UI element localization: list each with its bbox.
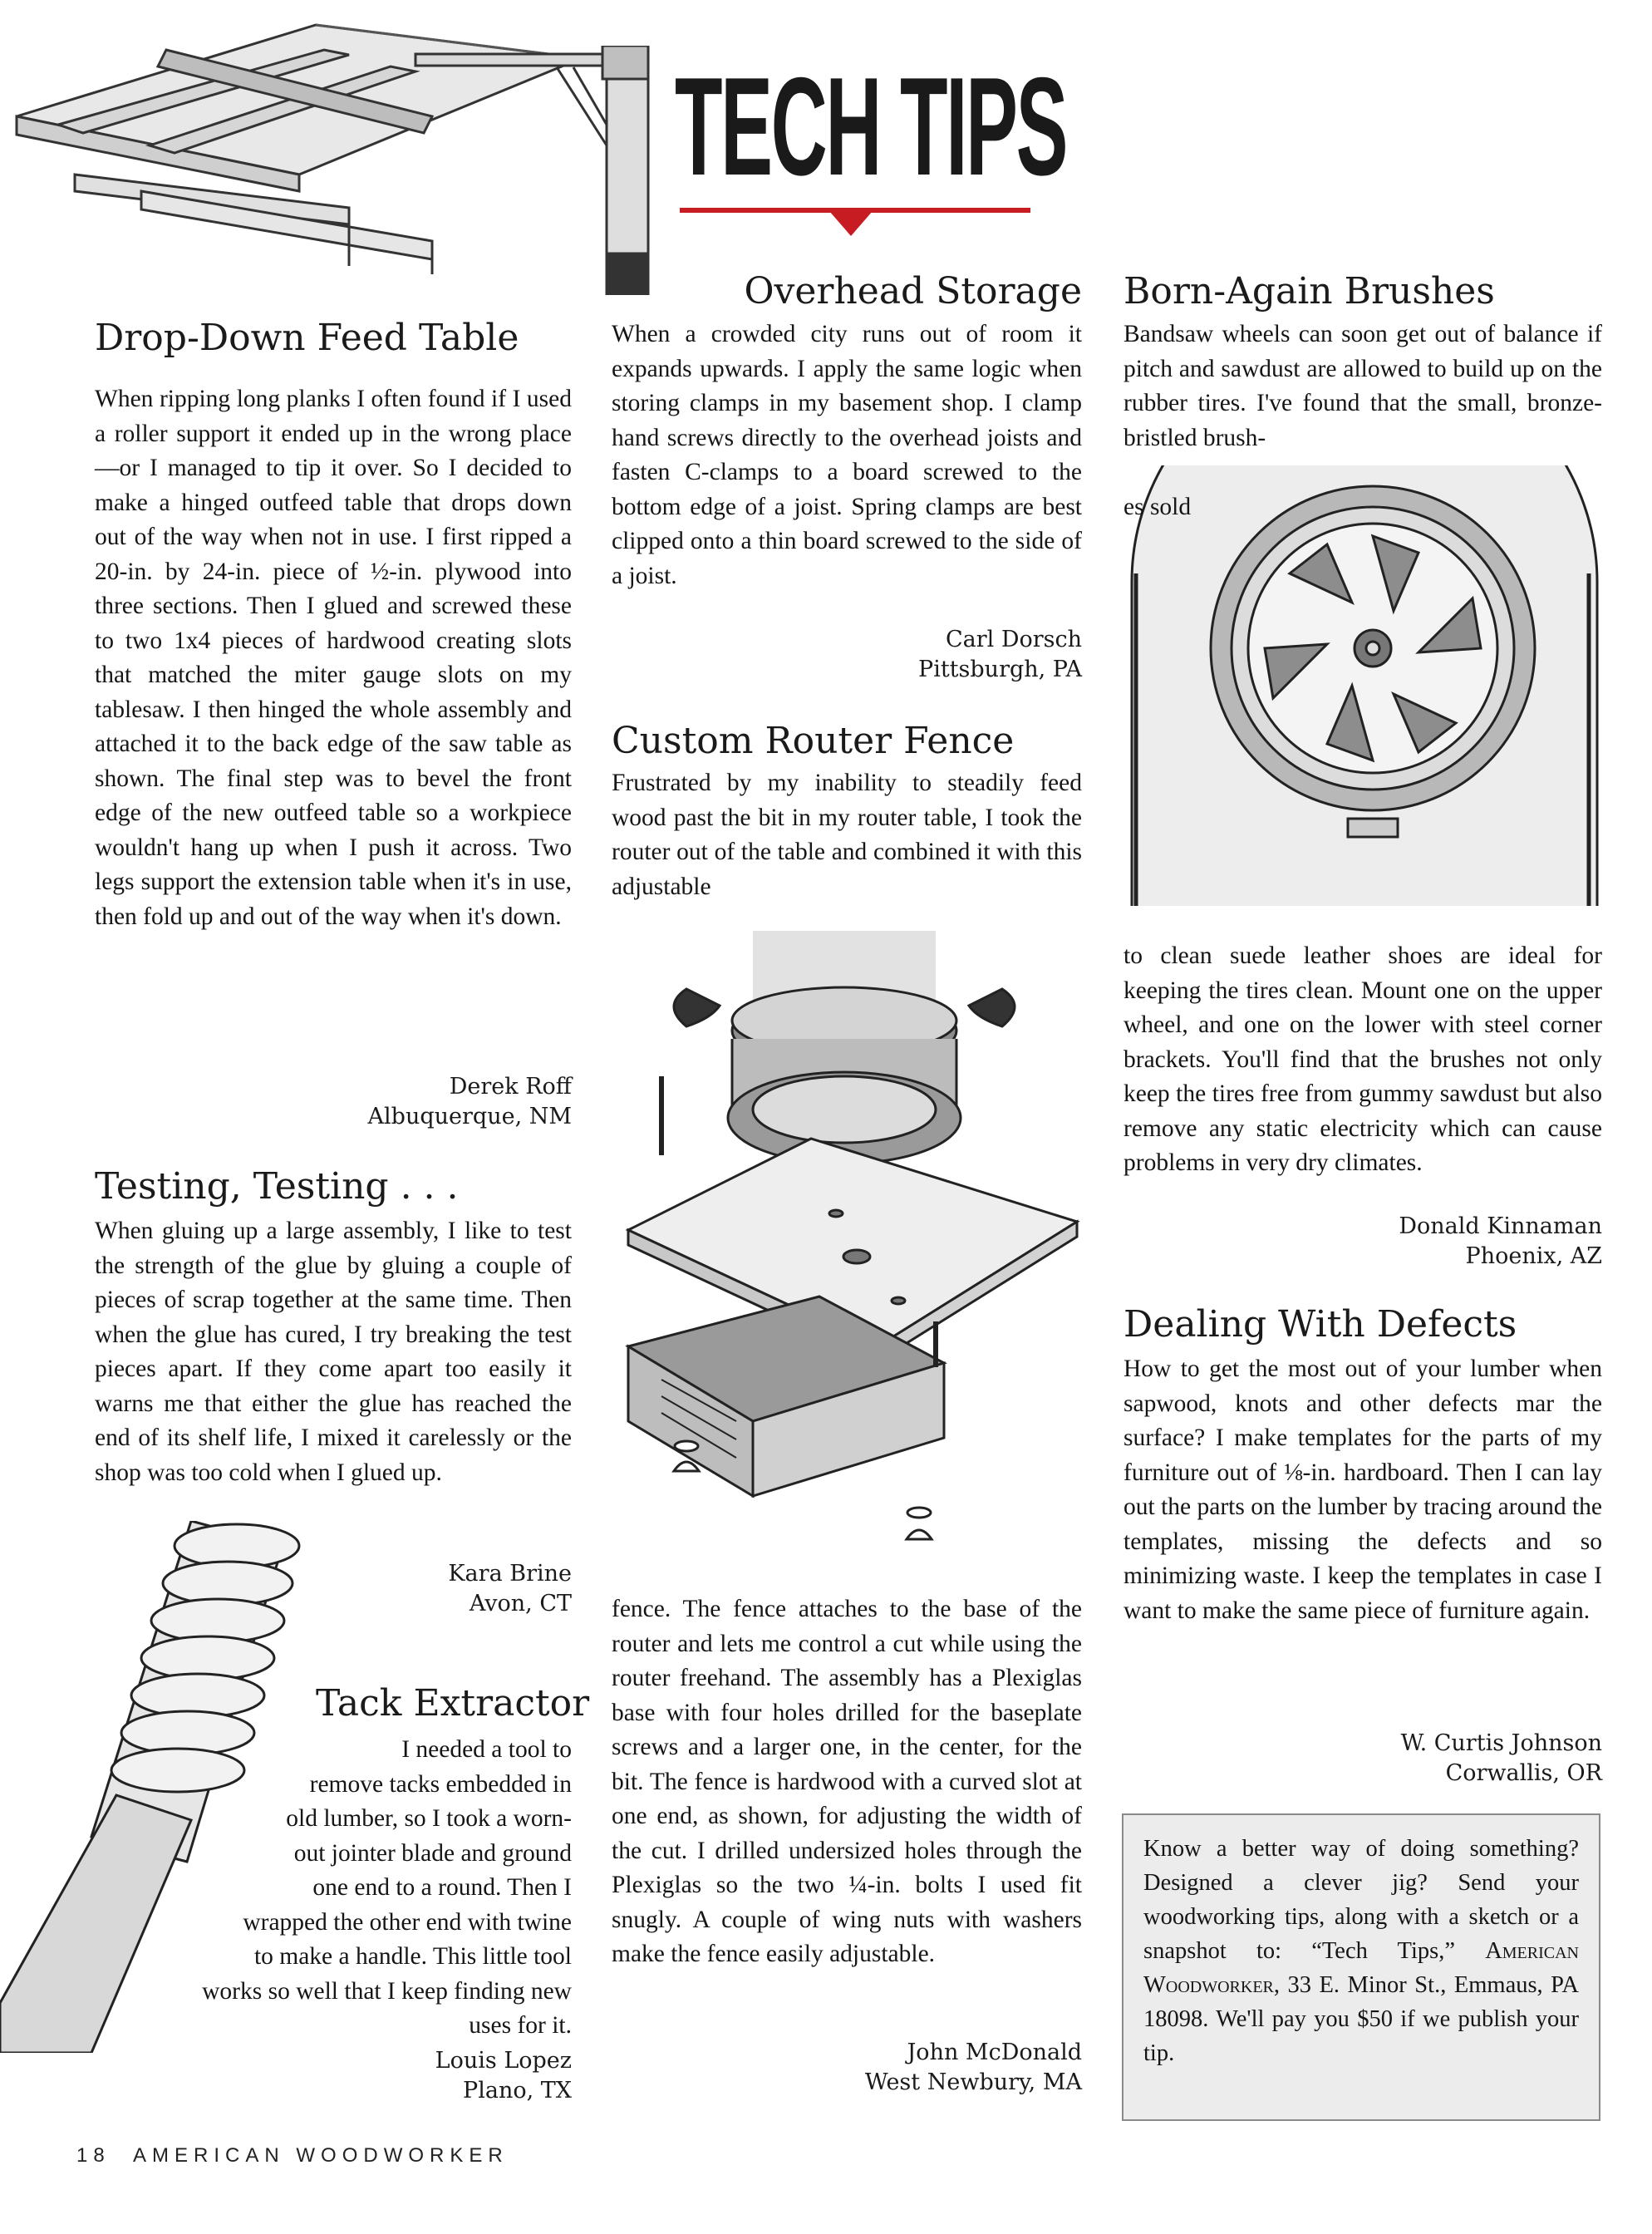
body-line: uses for it. (469, 2012, 572, 2039)
article-title-born-again-brushes: Born-Again Brushes (1123, 270, 1495, 312)
author-name: Louis Lopez (435, 2048, 572, 2074)
author-signature (1296, 1729, 1602, 1789)
author-location: Pittsburgh, PA (918, 657, 1082, 682)
article-body-testing: When gluing up a large assembly, I like to test the strength of the glue by gluing a couple of pieces of scrap together at the same time. Then when the glue has cured, I try breaking the test pieces apart. If they come apart too easily it warns me that either the glue has reached the end of its shelf life, I mixed it carelessly or the shop was too cold when I glued up. (95, 1218, 572, 1486)
article-title-testing: Testing, Testing . . . (95, 1165, 459, 1208)
publication-name: AMERICAN WOODWORKER (133, 2144, 509, 2167)
article-title-overhead-storage: Overhead Storage (744, 270, 1082, 312)
page-title: TECH TIPS (675, 48, 1067, 204)
magazine-name: American Woodworker (1143, 1938, 1579, 1998)
author-name: Carl Dorsch (945, 627, 1082, 652)
title-arrow-icon (829, 211, 873, 236)
article-title-custom-router-fence: Custom Router Fence (612, 720, 1015, 762)
author-name: John McDonald (907, 2040, 1082, 2065)
body-line: works so well that I keep finding new (202, 1977, 572, 2005)
article-body-born-again-brushes-tail: es sold (1123, 494, 1192, 520)
author-name: Kara Brine (448, 1561, 572, 1587)
body-line: wrapped the other end with twine (243, 1908, 572, 1936)
article-body-custom-router-fence-continued: fence. The fence attaches to the base of the router and lets me control a cut while using the router freehand. The assembly has a Plexiglas base with four holes drilled for the baseplate screws and a larger one, in the center, for the bit. The fence is hardwood with a curved slot at one end, as shown, for adjusting the width of the cut. I drilled undersized holes through the Plexiglas so the two ¼-in. bolts I used fit snugly. A couple of wing nuts with washers make the fence easily adjustable. (612, 1596, 1082, 1967)
author-name: Derek Roff (449, 1074, 572, 1100)
submission-info-box (1122, 1813, 1600, 2121)
submission-text-after: , 33 E. Minor St., Emmaus, PA 18098. We'll pay you $50 if we publish your tip. (1143, 1972, 1579, 2066)
article-body-custom-router-fence: Frustrated by my inability to steadily feed wood past the bit in my router table, I took the router out of the table and combined it with this adjustable (612, 770, 1082, 900)
author-signature (798, 625, 1082, 685)
body-line: one end to a round. Then I (312, 1874, 572, 1901)
body-line: old lumber, so I took a worn- (286, 1805, 572, 1832)
author-signature (278, 2046, 572, 2106)
page-footer (76, 2144, 509, 2168)
author-signature (278, 1559, 572, 1619)
article-body-drop-down-feed-table: When ripping long planks I often found if I used a roller support it ended up in the wrong place—or I managed to tip it over. So I decided to make a hinged outfeed table that drops down out of the way when not in use. I first ripped a 20-in. by 24-in. piece of ½-in. plywood into three sections. Then I glued and screwed these to two 1x4 pieces of hardwood creating slots that matched the miter gauge slots on my tablesaw. I then hinged the whole assembly and attached it to the back edge of the saw table as shown. The final step was to bevel the front edge of the new outfeed table so a workpiece wouldn't hang up when I push it across. Two legs support the extension table when it's in use, then fold up and out of the way when it's down. (95, 386, 572, 930)
author-signature (798, 2038, 1082, 2098)
body-line: out jointer blade and ground (293, 1839, 572, 1867)
author-location: Corwallis, OR (1445, 1760, 1602, 1786)
author-location: Phoenix, AZ (1465, 1243, 1602, 1269)
author-location: Avon, CT (469, 1591, 572, 1616)
article-title-dealing-with-defects: Dealing With Defects (1123, 1303, 1517, 1346)
submission-text-before: Know a better way of doing something? Designed a clever jig? Send your woodworking tips, along with a sketch or a snapshot to: “Tech Tips,” (1143, 1836, 1579, 1964)
author-location: Plano, TX (463, 2078, 572, 2104)
article-body-born-again-brushes-continued: to clean suede leather shoes are ideal for keeping the tires clean. Mount one on the upper wheel, and one on the lower with steel corner brackets. You'll find that the brushes not only keep the tires free from gummy sawdust but also remove any static electricity which can cause problems in very dry climates. (1123, 942, 1602, 1176)
body-line: remove tacks embedded in (309, 1770, 572, 1798)
article-body-overhead-storage: When a crowded city runs out of room it expands upwards. I apply the same logic when storing clamps in my basement shop. I clamp hand screws directly to the overhead joists and fasten C-clamps to a board screwed to the bottom edge of a joist. Spring clamps are best clipped onto a thin board screwed to the side of a joist. (612, 321, 1082, 589)
author-location: Albuquerque, NM (367, 1104, 572, 1129)
router-fence-illustration (612, 931, 1110, 1579)
author-signature (1296, 1212, 1602, 1272)
body-line: to make a handle. This little tool (253, 1943, 572, 1970)
author-signature (278, 1072, 572, 1132)
author-name: Donald Kinnaman (1399, 1213, 1602, 1239)
author-location: West Newbury, MA (864, 2069, 1082, 2095)
article-body-born-again-brushes: Bandsaw wheels can soon get out of balance if pitch and sawdust are allowed to build up on the rubber tires. I've found that the small, bronze-bristled brush- (1123, 321, 1602, 451)
bandsaw-wheel-illustration (1123, 465, 1605, 906)
article-title-tack-extractor: Tack Extractor (316, 1682, 590, 1725)
article-body-tack-extractor (100, 1733, 572, 2044)
author-name: W. Curtis Johnson (1400, 1730, 1602, 1756)
page-number: 18 (76, 2144, 111, 2167)
article-body-dealing-with-defects: How to get the most out of your lumber when sapwood, knots and other defects mar the surface? I make templates for the parts of my furniture out of ⅛-in. hardboard. Then I can lay out the parts on the lumber by tracing around the templates, missing the defects and so minimizing waste. I keep the templates in case I want to make the same piece of furniture again. (1123, 1356, 1602, 1624)
article-title-drop-down-feed-table: Drop-Down Feed Table (95, 317, 519, 359)
body-line: I needed a tool to (401, 1736, 572, 1763)
submission-text (1143, 1832, 1579, 2070)
overhead-storage-illustration (407, 46, 673, 295)
